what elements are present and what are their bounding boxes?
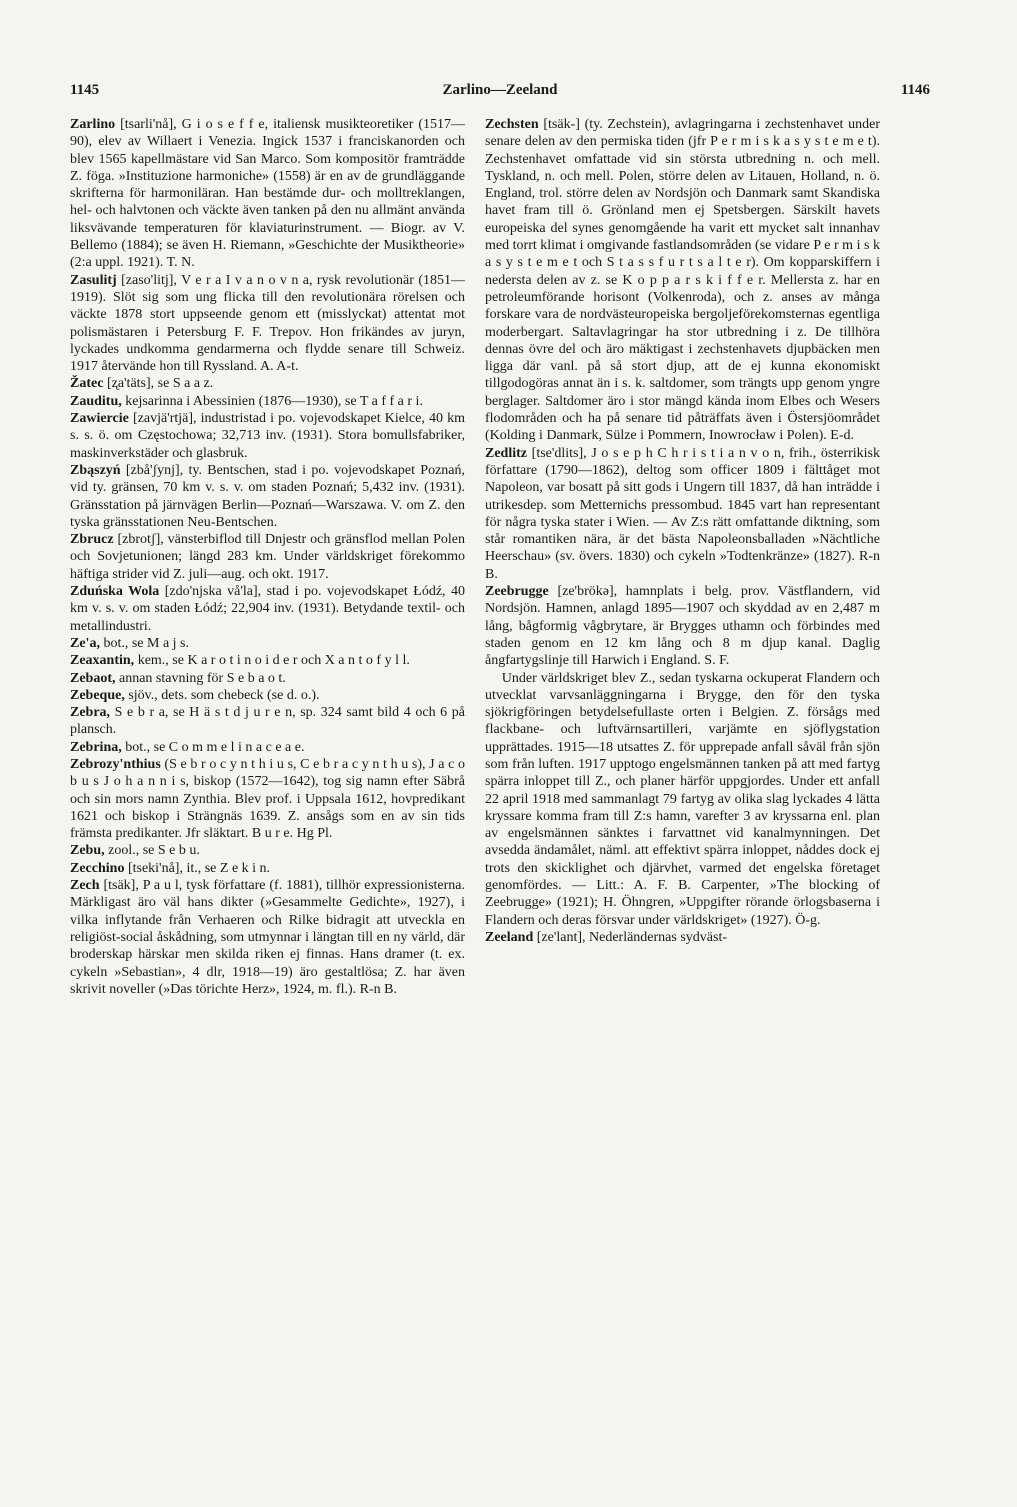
entry-text: kem., se K a r o t i n o i d e r och X a n t o f y l l. bbox=[134, 653, 410, 669]
running-title: Zarlino—Zeeland bbox=[442, 82, 558, 98]
entry-text: [ʐa'täts], se S a a z. bbox=[103, 376, 214, 392]
entry-headword: Zech bbox=[70, 878, 100, 894]
dictionary-entry bbox=[70, 652, 465, 669]
left-column bbox=[70, 116, 465, 998]
dictionary-entry bbox=[70, 756, 465, 842]
entry-text: [ze'lant], Nederländernas sydväst- bbox=[533, 929, 728, 945]
dictionary-entry bbox=[70, 739, 465, 756]
entry-headword: Zebrozy'nthius bbox=[70, 756, 161, 772]
entry-text: [zdo'njska vå'la], stad i po. vojevodskapet Łódź, 40 km v. s. v. om staden Łódź; 22,904 inv. (1931). Betydande textil- och metallindustri. bbox=[70, 584, 466, 634]
dictionary-entry bbox=[70, 842, 465, 859]
entry-text: [zbrotʃ], vänsterbiflod till Dnjestr och gränsflod mellan Polen och Sovjetunionen; längd 283 km. Under världskriget förekommo häftiga strider vid Z. juli—aug. och okt. 1917. bbox=[70, 532, 465, 582]
entry-headword: Ze'a, bbox=[70, 635, 100, 651]
entry-headword: Žatec bbox=[70, 376, 104, 392]
entry-headword: Zebu, bbox=[70, 843, 105, 859]
entry-headword: Zebra, bbox=[70, 705, 111, 721]
entry-text: zool., se S e b u. bbox=[104, 843, 200, 859]
dictionary-entry bbox=[70, 704, 465, 739]
entry-text: [tsäk-] (ty. Zechstein), avlagringarna i zechstenhavet under senare delen av den permiska tiden (jfr P e r m i s k a s y s t e m e t). Zechstenhavet omfattade vid sin största utbredning n. och mell. Tyskland, n. och mell. Polen, större delen av Litauen, Holland, n. ö. England, trol. större delen av Nordsjön och Danmark samt Skandiska havet fram till ö. Grönland men ej Spetsbergen. Särskilt havets europeiska del synes genomgående ha varit ett mycket salt innanhav med torrt klimat i omgivande fastlandsområden (se vidare P e r m i s k a s y s t e m e t och S t a s s f u r t s a l t e r). Om kopparskiffern i nedersta delen av z. se K o p p a r s k i f f e r. Mellersta z. har en petroleumförande horisont (Volkenroda), och z. anses av många forskare vara de nordvästeuropeiska bergoljeförekomsternas egentliga moderbergart. Saltavlagringar ha stor utbredning i z. De tillhöra dennas övre del och äro mäktigast i zechstenhavets djupbäcken men ligga där vanl. på så stort djup, att de ej kunna ekonomiskt tillgodogöras annat än i s. k. saltdomer, som trängts upp genom yngre berglager. Saltdomer äro i stor mängd kända inom Elbes och Wesers flodområden och ha på senare tid påträffats även i Östersjöområdet (Kolding i Danmark, Sülze i Pommern, Inowrocław i Polen). E-d. bbox=[485, 117, 880, 444]
dictionary-entry bbox=[70, 531, 465, 583]
entry-text: bot., se M a j s. bbox=[99, 635, 190, 651]
entry-text: [zbå'ʃynj], ty. Bentschen, stad i po. vojevodskapet Poznań, vid ty. gränsen, 70 km v. s. v. om staden Poznań; 5,432 inv. (1931). Gränsstation på järnvägen Berlin—Poznań—Warszawa. V. om Z. den tyska gränsstationen Neu-Bentschen. bbox=[70, 462, 465, 530]
dictionary-entry bbox=[70, 687, 465, 704]
dictionary-entry bbox=[70, 635, 465, 652]
entry-text: kejsarinna i Abessinien (1876—1930), se T a f f a r i. bbox=[121, 393, 423, 409]
entry-headword: Zbąszyń bbox=[70, 462, 121, 478]
dictionary-entry bbox=[70, 393, 465, 410]
page-number-right: 1146 bbox=[900, 82, 930, 98]
entry-text: annan stavning för S e b a o t. bbox=[115, 670, 286, 686]
entry-headword: Zechsten bbox=[485, 117, 539, 132]
entry-headword: Zeaxantin, bbox=[70, 653, 135, 669]
page-number-left: 1145 bbox=[70, 82, 100, 98]
entry-headword: Zebaot, bbox=[70, 670, 116, 686]
entry-text: S e b r a, se H ä s t d j u r e n, sp. 324 samt bild 4 och 6 på plansch. bbox=[70, 705, 465, 738]
entry-headword: Zebeque, bbox=[70, 687, 125, 703]
right-column bbox=[485, 116, 880, 946]
entry-headword: Zedlitz bbox=[485, 445, 527, 461]
dictionary-entry bbox=[70, 860, 465, 877]
dictionary-entry bbox=[70, 116, 465, 272]
entry-paragraph: Under världskriget blev Z., sedan tyskarna ockuperat Flandern och utvecklat varvsanläggningarna i Brygge, den för den tyska sjökrigföringen betydelsefullaste orten i Belgien. Z. försågs med flackbane- och luftvärnsartilleri, varjämte en sjöflygstation upprättades. 1915—18 utsattes Z. för upprepade anfall såväl från sjön som från luften. 1917 upptogo engelsmännen tanken på att med fartyg spärra inloppet till Z., och planer härför uppgjordes. Under ett anfall 22 april 1918 med sammanlagt 79 fartyg av olika slag lyckades 4 lätta kryssare komma fram till Z:s hamn, varefter 3 av kryssarna enl. plan av engelsmännen sänktes i farvattnet vid kanalmynningen. Det avsedda ändamålet, näml. att effektivt spärra inloppet, nåddes dock ej trots den skicklighet och djärvhet, varmed det engelska företaget genomfördes. — Litt.: A. F. B. Carpenter, »The blocking of Zeebrugge» (1921); H. Öhngren, »Uppgifter rörande örlogsbaserna i Flandern och deras försvar under världskriget» (1927). Ö-g. bbox=[485, 670, 880, 928]
dictionary-entry bbox=[485, 583, 880, 669]
entry-text: [zaso'litj], V e r a I v a n o v n a, rysk revolutionär (1851—1919). Slöt sig som ung flicka till den revolutionära rörelsen och väckte 1878 stort uppseende genom ett (misslyckat) attentat mot polismästaren i Petersburg F. F. Trepov. Hon frikändes av juryn, lyckades undkomma gendarmerna och flydde senare till Schweiz. 1917 återvände hon till Ryssland. A. A-t. bbox=[70, 272, 465, 375]
dictionary-entry bbox=[70, 670, 465, 687]
entry-headword: Zeebrugge bbox=[485, 584, 549, 600]
entry-text: bot., se C o m m e l i n a c e a e. bbox=[121, 739, 305, 755]
entry-headword: Zarlino bbox=[70, 117, 116, 132]
entry-headword: Zduńska Wola bbox=[70, 584, 160, 600]
entry-text: [ze'brökə], hamnplats i belg. prov. Västflandern, vid Nordsjön. Hamnen, anlagd 1895—1907 och skyddad av en 2,487 m lång, bågformig vågbrytare, är Brygges uthamn och förbindes med staden genom en 12 km lång och 8 m djup kanal. Daglig ångfartygslinje till Harwich i England. S. F. bbox=[485, 584, 880, 669]
dictionary-entry bbox=[70, 375, 465, 392]
entry-text: [zavjä'rtjä], industristad i po. vojevodskapet Kielce, 40 km s. s. ö. om Częstochowa; 32,713 inv. (1931). Stora bomullsfabriker, maskinverkstäder och glasbruk. bbox=[70, 411, 465, 461]
entry-text: (S e b r o c y n t h i u s, C e b r a c y n t h u s), J a c o b u s J o h a n n i s, biskop (1572—1642), tog sig namn efter Säbrå och sin mors namn Zynthia. Blev prof. i Uppsala 1612, hovpredikant 1621 och biskop i Strängnäs 1639. Z. ansågs som en av sin tids främsta predikanter. Jfr släktart. B u r e. Hg Pl. bbox=[70, 756, 465, 842]
entry-headword: Zbrucz bbox=[70, 532, 114, 548]
page-header bbox=[70, 82, 930, 106]
entry-text: sjöv., dets. som chebeck (se d. o.). bbox=[124, 687, 320, 703]
entry-text: [tseki'nå], it., se Z e k i n. bbox=[124, 860, 271, 876]
entry-text: [tse'dlits], J o s e p h C h r i s t i a n v o n, frih., österrikisk författare (1790—1862), deltog som officer 1809 i fälttåget mot Napoleon, var bosatt på sitt gods i Ungern till 1837, då han inträdde i utrikesdep. som Metternichs pressombud. 1845 vart han representant för några tyska stater i Wien. — Av Z:s rätt omfattande diktning, som står romantiken nära, är det bästa Napoleonsballaden »Nächtliche Heerschau» (sv. övers. 1830) och cykeln »Todtenkränze» (1827). R-n B. bbox=[485, 445, 880, 582]
dictionary-entry bbox=[70, 583, 465, 635]
entry-headword: Zecchino bbox=[70, 860, 125, 876]
entry-headword: Zauditu, bbox=[70, 393, 122, 409]
entry-headword: Zasulitj bbox=[70, 272, 117, 288]
entry-headword: Zawiercie bbox=[70, 411, 129, 427]
entry-text: [tsäk], P a u l, tysk författare (f. 1881), tillhör expressionisterna. Märkligast äro väl hans dikter (»Gesammelte Gedichte», 1927), i vilka inflytande från Verhaeren och Rilke bidragit att utveckla en religiöst-social åskådning, som utmynnar i längtan till en ny värld, där broderskap härskar men skilda riken ej finnas. Hans dramer (t. ex. cykeln »Sebastian», 4 dlr, 1918—19) äro gestaltlösa; Z. har även skrivit noveller (»Das törichte Herz», 1924, m. fl.). R-n B. bbox=[70, 878, 465, 997]
dictionary-entry bbox=[70, 877, 465, 998]
dictionary-entry bbox=[70, 410, 465, 462]
entry-headword: Zeeland bbox=[485, 929, 534, 945]
dictionary-entry bbox=[485, 929, 880, 946]
dictionary-entry bbox=[70, 272, 465, 376]
dictionary-entry bbox=[70, 462, 465, 531]
dictionary-entry bbox=[485, 116, 880, 445]
dictionary-entry bbox=[485, 445, 880, 583]
entry-text: [tsarli'nå], G i o s e f f e, italiensk musikteoretiker (1517—90), elev av Willaert i Venezia. Ingick 1537 i franciskanorden och blev 1565 kapellmästare vid San Marco. Som kompositör framträdde Z. föga. »Instituzione harmoniche» (1558) är en av de grundläggande skrifterna för harmoniläran. Han bestämde dur- och molltreklangen, hel- och halvtonen och väckte även tanken på den nu allmänt använda liksvävande temperaturen för klaviaturinstrument. — Biogr. av V. Bellemo (1884); se även H. Riemann, »Geschichte der Musiktheorie» (2:a uppl. 1921). T. N. bbox=[70, 117, 465, 271]
entry-headword: Zebrina, bbox=[70, 739, 122, 755]
